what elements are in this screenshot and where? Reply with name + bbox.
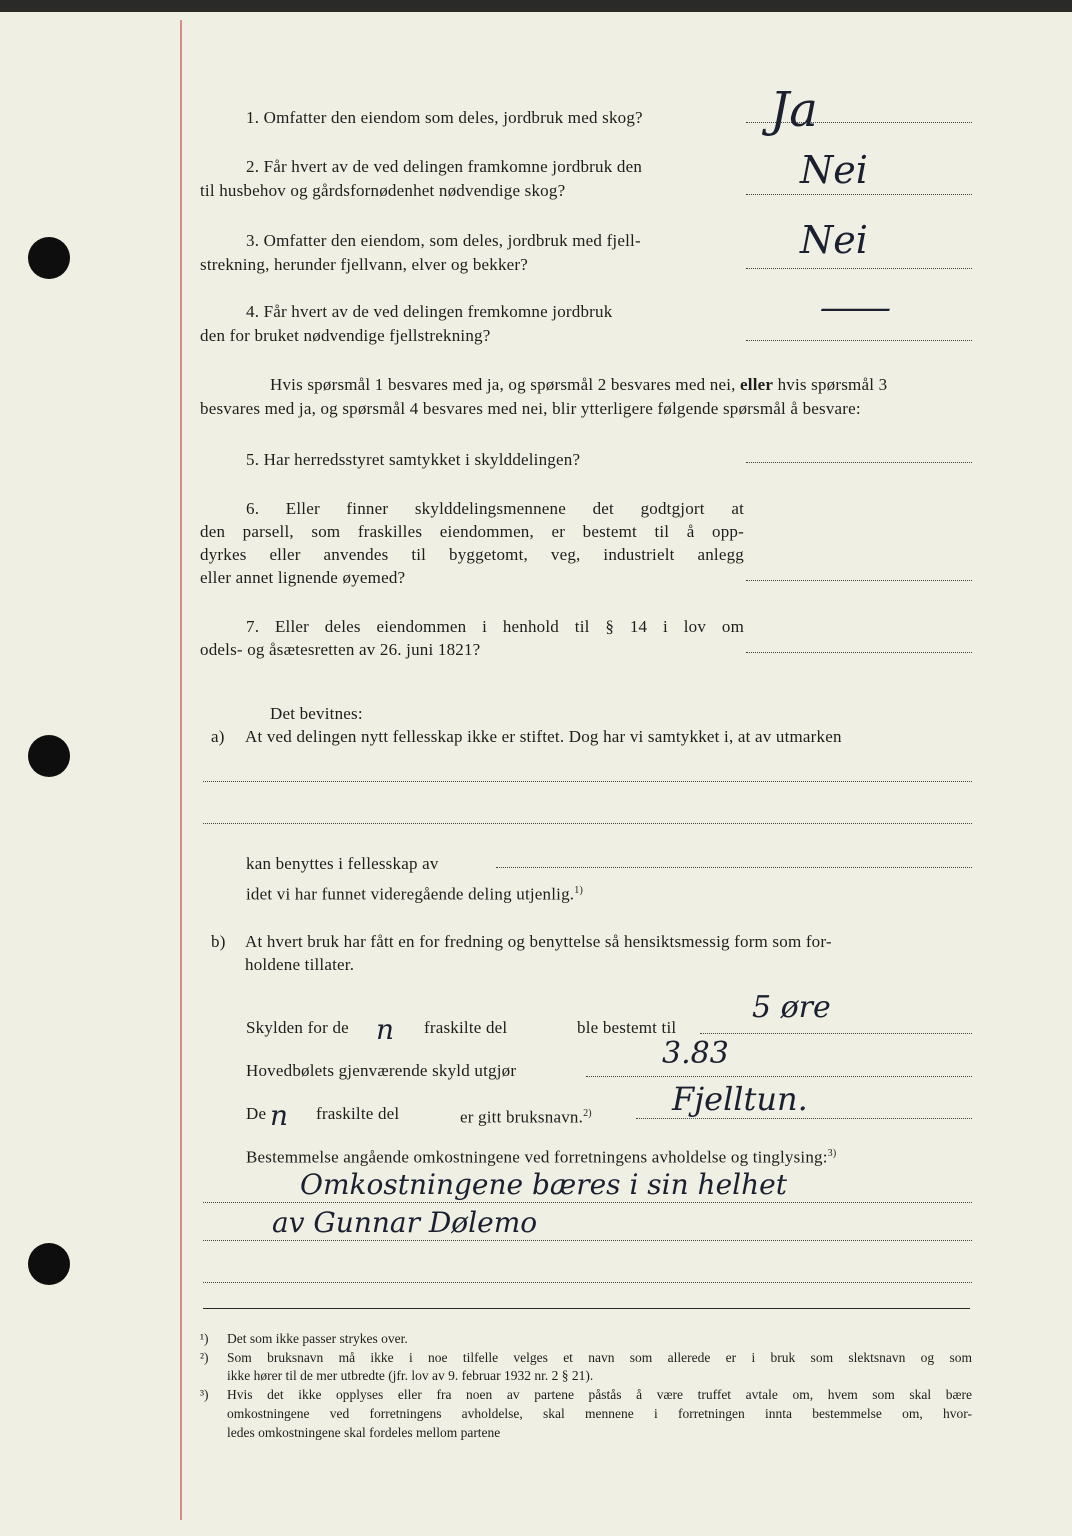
answer-line-3 [746, 268, 972, 269]
punch-hole-middle [28, 735, 70, 777]
footnote-divider [203, 1308, 970, 1309]
attest-b-label: b) [211, 932, 226, 951]
question-3-line-1: 3. Omfatter den eiendom, som deles, jordbruk med fjell- [246, 231, 641, 250]
kost-handwritten-line-2: av Gunnar Dølemo [272, 1206, 538, 1239]
punch-hole-top [28, 237, 70, 279]
question-2-line-1: 2. Får hvert av de ved delingen framkomne jordbruk den [246, 157, 643, 176]
footnote-2-line-2: ikke hører til de mer utbredte (jfr. lov av 9. februar 1932 nr. 2 § 21). [227, 1368, 594, 1383]
kost-line-1 [203, 1202, 972, 1203]
footnote-3-line-3: ledes omkostningene skal fordeles mellom partene [227, 1425, 501, 1440]
footnote-3-line-2: omkostningene ved forretningens avholdelse, skal mennene i forretningen innta bestemmelse om, hvor- [227, 1406, 972, 1421]
answer-line-2 [746, 194, 972, 195]
question-6-line-4: eller annet lignende øyemed? [200, 568, 406, 587]
navn-handwritten-suffix: n [270, 1099, 289, 1132]
skyld-label-1: Skylden for de [246, 1018, 349, 1037]
attest-a-blank-line-2 [203, 823, 972, 824]
question-7-line-2: odels- og åsætesretten av 26. juni 1821? [200, 640, 481, 659]
attest-a-shared: kan benyttes i fellesskap av [246, 854, 439, 873]
attest-a-reason: idet vi har funnet videregående deling utjenlig.$^{1)}$ [246, 884, 583, 904]
attest-a-blank-line-1 [203, 781, 972, 782]
attest-b-text-1: At hvert bruk har fått en for fredning og benyttelse så hensiktsmessig form som for- [245, 932, 832, 951]
punch-hole-bottom [28, 1243, 70, 1285]
answer-line-7 [746, 652, 972, 653]
navn-label-3: er gitt bruksnavn.$^{2)}$ [460, 1107, 592, 1127]
navn-label-2: fraskilte del [316, 1104, 400, 1123]
answer-4-handwritten: — [818, 288, 893, 328]
question-4-line-1: 4. Får hvert av de ved delingen fremkomne jordbruk [246, 302, 613, 321]
red-margin-line [180, 20, 182, 1520]
answer-2-handwritten: Nei [800, 148, 868, 192]
hoved-value-handwritten: 3.83 [662, 1036, 729, 1071]
answer-1-handwritten: Ja [770, 82, 818, 138]
answer-line-5 [746, 462, 972, 463]
footnote-1-line-1: Det som ikke passer strykes over. [227, 1331, 408, 1346]
kost-line-3 [203, 1282, 972, 1283]
navn-value-line [636, 1118, 972, 1119]
skyld-value-line [700, 1033, 972, 1034]
question-2-line-2: til husbehov og gårdsfornødenhet nødvendige skog? [200, 181, 566, 200]
question-5-text: 5. Har herredsstyret samtykket i skylddelingen? [246, 450, 581, 469]
skyld-label-3: ble bestemt til [577, 1018, 677, 1037]
attest-heading: Det bevitnes: [270, 704, 363, 723]
skyld-handwritten-suffix: n [376, 1013, 395, 1046]
condition-line-1: Hvis spørsmål 1 besvares med ja, og spørsmål 2 besvares med nei, eller hvis spørsmål 3 [270, 375, 888, 394]
answer-3-handwritten: Nei [800, 218, 868, 262]
hoved-label: Hovedbølets gjenværende skyld utgjør [246, 1061, 517, 1080]
footnote-3-line-1: Hvis det ikke opplyses eller fra noen av partene påstås å være truffet avtale om, hvem som skal bære [227, 1387, 972, 1402]
question-7-line-1: 7. Eller deles eiendommen i henhold til § 14 i lov om [246, 617, 744, 636]
footnote-1-mark: ¹) [200, 1331, 209, 1346]
footnote-2-line-1: Som bruksnavn må ikke i noe tilfelle velges et navn som allerede er i bruk som slektsnavn og som [227, 1350, 972, 1365]
hoved-value-line [586, 1076, 972, 1077]
kost-line-2 [203, 1240, 972, 1241]
scan-top-edge [0, 0, 1072, 12]
navn-value-handwritten: Fjelltun. [672, 1080, 808, 1118]
question-1-text: 1. Omfatter den eiendom som deles, jordbruk med skog? [246, 108, 643, 127]
question-3-line-2: strekning, herunder fjellvann, elver og bekker? [200, 255, 529, 274]
footnote-3-mark: ³) [200, 1387, 209, 1402]
kost-label: Bestemmelse angående omkostningene ved forretningens avholdelse og tinglysing:$^{3)}$ [246, 1147, 837, 1167]
skyld-value-handwritten: 5 øre [752, 990, 831, 1025]
footnote-2-mark: ²) [200, 1350, 209, 1365]
answer-line-6 [746, 580, 972, 581]
question-6-line-2: den parsell, som fraskilles eiendommen, er bestemt til å opp- [200, 522, 744, 541]
question-6-line-1: 6. Eller finner skylddelingsmennene det godtgjort at [246, 499, 744, 518]
skyld-label-2: fraskilte del [424, 1018, 508, 1037]
navn-label-1: De [246, 1104, 267, 1123]
attest-b-text-2: holdene tillater. [245, 955, 355, 974]
attest-a-shared-line [496, 867, 972, 868]
kost-handwritten-line-1: Omkostningene bæres i sin helhet [300, 1168, 787, 1201]
question-4-line-2: den for bruket nødvendige fjellstrekning? [200, 326, 491, 345]
answer-line-4 [746, 340, 972, 341]
condition-line-2: besvares med ja, og spørsmål 4 besvares med nei, blir ytterligere følgende spørsmål å besvare: [200, 399, 861, 418]
attest-a-text: At ved delingen nytt fellesskap ikke er stiftet. Dog har vi samtykket i, at av utmarken [245, 727, 842, 746]
attest-a-label: a) [211, 727, 225, 746]
question-6-line-3: dyrkes eller anvendes til byggetomt, veg, industrielt anlegg [200, 545, 744, 564]
